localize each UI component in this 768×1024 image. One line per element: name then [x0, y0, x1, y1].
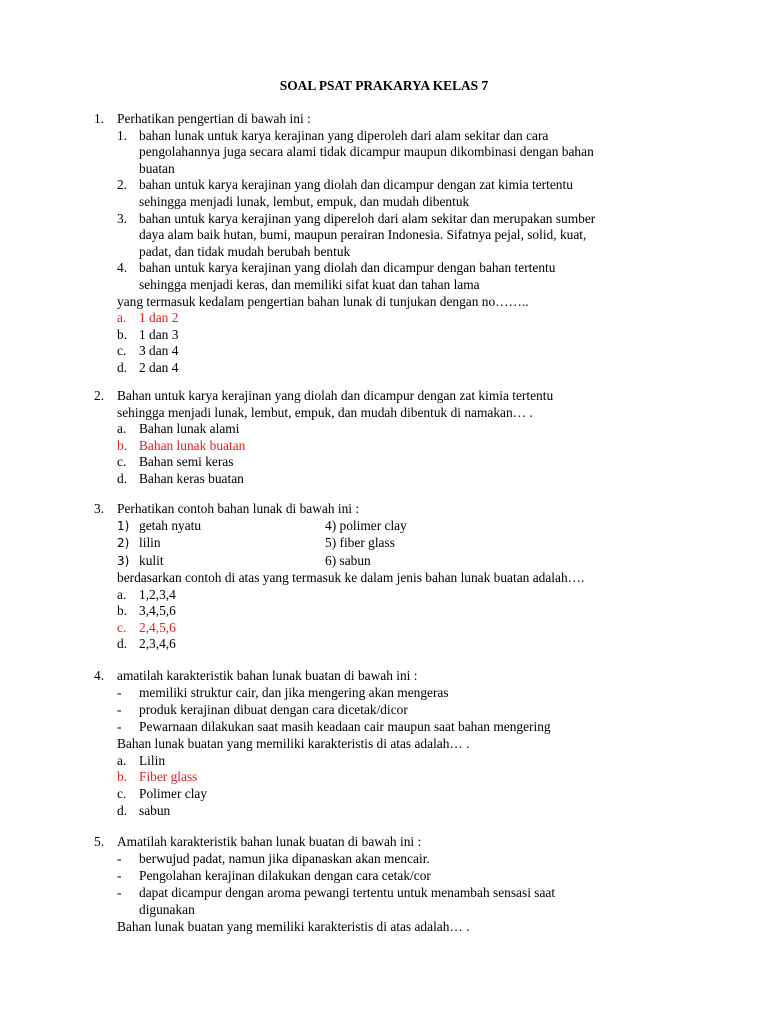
list-item-number: 1) [117, 518, 130, 533]
option-letter: b. [117, 326, 128, 342]
option-letter: c. [117, 343, 127, 359]
option-text: 1 dan 3 [139, 326, 179, 342]
bullet-text: produk kerajinan dibuat dengan cara dicetak/dicor [139, 701, 408, 717]
list-item-text: 6) sabun [325, 552, 371, 568]
bullet-text: Pewarnaan dilakukan saat masih keadaan cair maupun saat bahan mengering [139, 718, 551, 734]
bullet-mark: - [117, 850, 122, 866]
question-stem: Perhatikan pengertian di bawah ini : [117, 111, 311, 126]
option-letter: c. [117, 619, 127, 635]
bullet-text: digunakan [139, 902, 195, 918]
question-prompt: Bahan lunak buatan yang memiliki karakteristis di atas adalah… . [117, 918, 470, 934]
option-text: sabun [139, 802, 171, 818]
option-answer: 2,4,5,6 [139, 619, 176, 635]
option-letter: d. [117, 636, 128, 652]
bullet-mark: - [117, 701, 122, 717]
list-item-text: 5) fiber glass [325, 535, 395, 551]
option-text: Bahan semi keras [139, 454, 234, 470]
option-answer: Fiber glass [139, 769, 198, 785]
list-item-number: 3) [117, 553, 130, 568]
list-item-text: 4) polimer clay [325, 517, 407, 533]
bullet-mark: - [117, 684, 122, 700]
list-item-text: pengolahannya juga secara alami tidak dicampur maupun dikombinasi dengan bahan [139, 144, 594, 160]
list-item-text: daya alam baik hutan, bumi, maupun perairan Indonesia. Sifatnya pejal, solid, kuat, [139, 227, 587, 243]
option-text: 1,2,3,4 [139, 586, 176, 602]
bullet-mark: - [117, 867, 122, 883]
list-item-number: 3. [117, 210, 128, 226]
option-answer: 1 dan 2 [139, 310, 179, 326]
option-letter: a. [117, 586, 127, 602]
question-prompt: berdasarkan contoh di atas yang termasuk ke dalam jenis bahan lunak buatan adalah…. [117, 570, 585, 586]
question-stem: Bahan untuk karya kerajinan yang diolah dan dicampur dengan zat kimia tertentu [117, 388, 554, 403]
option-letter: a. [117, 421, 127, 437]
option-letter: a. [117, 310, 127, 326]
question-number: 5. [94, 834, 105, 849]
list-item-text: bahan lunak untuk karya kerajinan yang diperoleh dari alam sekitar dan cara [139, 127, 549, 143]
option-text: Polimer clay [139, 785, 208, 801]
bullet-mark: - [117, 884, 122, 900]
list-item-text: lilin [139, 535, 161, 551]
bullet-text: dapat dicampur dengan aroma pewangi tertentu untuk menambah sensasi saat [139, 884, 556, 900]
question-stem: Amatilah karakteristik bahan lunak buatan di bawah ini : [117, 834, 422, 849]
option-letter: d. [117, 359, 128, 375]
list-item-number: 1. [117, 127, 128, 143]
list-item-text: sehingga menjadi lunak, lembut, empuk, dan mudah dibentuk [139, 193, 470, 209]
option-letter: a. [117, 752, 127, 768]
option-letter: b. [117, 603, 128, 619]
list-item-number: 4. [117, 260, 128, 276]
option-text: Bahan keras buatan [139, 470, 244, 486]
option-text: Bahan lunak alami [139, 421, 240, 437]
bullet-text: Pengolahan kerajinan dilakukan dengan cara cetak/cor [139, 867, 431, 883]
question-number: 4. [94, 668, 105, 683]
option-text: 3,4,5,6 [139, 603, 176, 619]
list-item-text: getah nyatu [139, 517, 202, 533]
option-letter: d. [117, 802, 128, 818]
question-number: 1. [94, 111, 105, 126]
option-text: 2,3,4,6 [139, 636, 176, 652]
list-item-text: padat, dan tidak mudah berubah bentuk [139, 243, 351, 259]
list-item-text: kulit [139, 552, 164, 568]
option-letter: c. [117, 785, 127, 801]
question-prompt: yang termasuk kedalam pengertian bahan lunak di tunjukan dengan no…….. [117, 293, 529, 309]
list-item-text: buatan [139, 160, 175, 176]
list-item-text: bahan untuk karya kerajinan yang diolah dan dicampur dengan zat kimia tertentu [139, 177, 573, 193]
question-3 [94, 501, 674, 653]
list-item-number: 2) [117, 536, 130, 551]
option-text: Lilin [139, 752, 166, 768]
bullet-text: memiliki struktur cair, dan jika mengering akan mengeras [139, 684, 449, 700]
question-stem: amatilah karakteristik bahan lunak buatan di bawah ini : [117, 668, 418, 683]
list-item-text: bahan untuk karya kerajinan yang dipereloh dari alam sekitar dan merupakan sumber [139, 210, 596, 226]
question-number: 2. [94, 388, 105, 403]
option-letter: c. [117, 454, 127, 470]
question-1 [94, 111, 674, 377]
document-title: SOAL PSAT PRAKARYA KELAS 7 [279, 78, 489, 93]
bullet-text: berwujud padat, namun jika dipanaskan akan mencair. [139, 850, 430, 866]
option-letter: b. [117, 437, 128, 453]
bullet-mark: - [117, 718, 122, 734]
question-4 [94, 668, 674, 819]
question-stem: sehingga menjadi lunak, lembut, empuk, dan mudah dibentuk di namakan… . [117, 404, 533, 420]
question-stem: Perhatikan contoh bahan lunak di bawah ini : [117, 501, 360, 516]
list-item-text: sehingga menjadi keras, dan memiliki sifat kuat dan tahan lama [139, 276, 480, 292]
question-2 [94, 388, 674, 488]
option-letter: b. [117, 769, 128, 785]
option-text: 2 dan 4 [139, 359, 179, 375]
question-number: 3. [94, 501, 105, 516]
question-5 [94, 834, 674, 935]
option-text: 3 dan 4 [139, 343, 179, 359]
option-answer: Bahan lunak buatan [139, 437, 246, 453]
question-prompt: Bahan lunak buatan yang memiliki karakteristis di atas adalah… . [117, 736, 470, 752]
option-letter: d. [117, 470, 128, 486]
list-item-number: 2. [117, 177, 128, 193]
list-item-text: bahan untuk karya kerajinan yang diolah dan dicampur dengan bahan tertentu [139, 260, 556, 276]
